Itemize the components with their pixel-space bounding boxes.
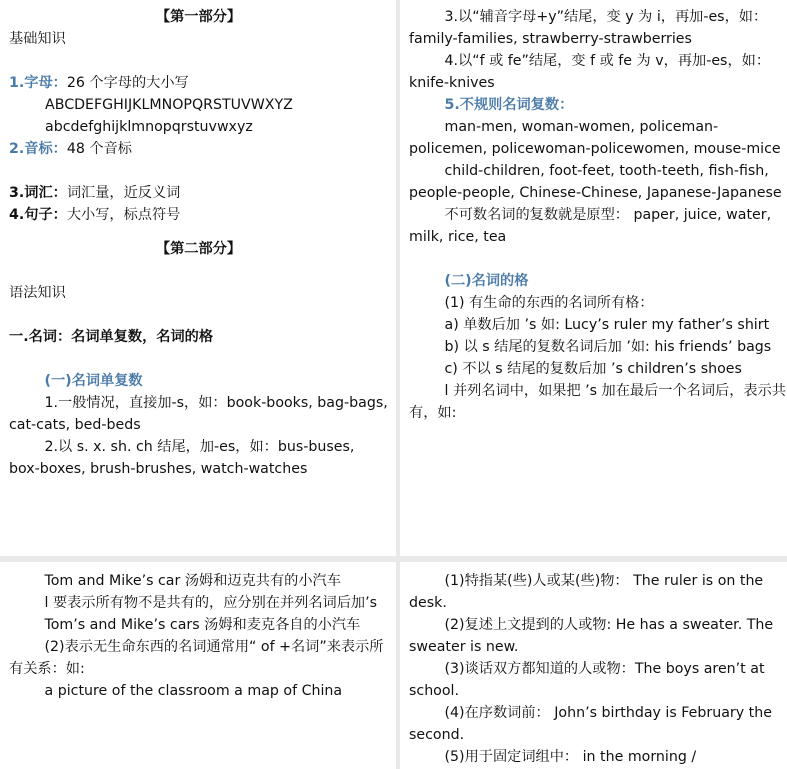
possessive-rule-1: (1) 有生命的东西的名词所有格： <box>444 295 654 311</box>
grammar-knowledge: 语法知识 <box>9 285 66 301</box>
phonetic-label: 2.音标： <box>9 141 67 157</box>
article-use-2: (2)复述上文提到的人或物: He has a sweater. The sweater is new. <box>409 617 774 655</box>
alphabet-label: 1.字母： <box>9 75 67 91</box>
article-use-1: (1)特指某(些)人或某(些)物： The ruler is on the desk. <box>409 573 764 611</box>
alphabet-text: 26 个字母的大小写 <box>66 75 189 91</box>
plural-rule-3: 3.以“辅音字母+y”结尾，变 y 为 i，再加-es，如：family-families, strawberry-strawberries <box>409 9 768 47</box>
plural-subheading: (一)名词单复数 <box>44 373 143 389</box>
inanimate-of-rule: (2)表示无生命东西的名词通常用“ of +名词”来表示所有关系：如: <box>9 639 384 677</box>
article-use-5: (5)用于固定词组中： in the morning / <box>444 749 697 765</box>
vocab-label: 3.词汇： <box>9 185 67 201</box>
vocab-line <box>9 182 388 204</box>
page-top-right <box>400 0 787 556</box>
uppercase-letters: ABCDEFGHIJKLMNOPQRSTUVWXYZ <box>45 97 293 113</box>
sentence-label: 4.句子： <box>9 207 67 223</box>
possessive-rule-c: c) 不以 s 结尾的复数后加 ’s children’s shoes <box>444 361 742 377</box>
plural-rule-1: 1.一般情况，直接加-s，如：book-books, bag-bags, cat-cats, bed-beds <box>9 395 388 433</box>
uncountable-note: 不可数名词的复数就是原型： paper, juice, water, milk, rice, tea <box>409 207 772 245</box>
possessive-rule-joint: l 并列名词中，如果把 ’s 加在最后一个名词后，表示共有，如: <box>409 383 786 421</box>
irregular-list-1: man-men, woman-women, policeman-policemen, policewoman-policewomen, mouse-mice <box>409 119 781 157</box>
vocab-text: 词汇量，近反义词 <box>66 185 181 201</box>
page-bottom-left <box>0 562 396 769</box>
lowercase-letters: abcdefghijklmnopqrstuvwxyz <box>45 119 253 135</box>
possessive-rule-a: a) 单数后加 ’s 如: Lucy’s ruler my father’s shirt <box>444 317 770 333</box>
irregular-subheading: 5.不规则名词复数： <box>444 97 574 113</box>
irregular-list-2: child-children, foot-feet, tooth-teeth, fish-fish, people-people, Chinese-Chinese, Japanese-Japanese <box>409 163 782 201</box>
possessive-rule-b: b) 以 s 结尾的复数名词后加 ’如: his friends’ bags <box>444 339 772 355</box>
sentence-line <box>9 204 388 226</box>
plural-rule-4: 4.以“f 或 fe”结尾，变 f 或 fe 为 v，再加-es，如：knife-knives <box>409 53 771 91</box>
possessive-subheading: (二)名词的格 <box>444 273 529 289</box>
page-top-left <box>0 0 396 556</box>
basic-knowledge: 基础知识 <box>9 31 66 47</box>
alphabet-line <box>9 72 388 94</box>
page-bottom-right <box>400 562 787 769</box>
noun-heading: 一.名词：名词单复数，名词的格 <box>9 329 214 345</box>
part1-title: 【第一部分】 <box>155 9 242 25</box>
phonetic-line <box>9 138 388 160</box>
article-use-4: (4)在序数词前： John’s birthday is February the second. <box>409 705 772 743</box>
phonetic-text: 48 个音标 <box>66 141 132 157</box>
inanimate-of-example: a picture of the classroom a map of China <box>44 683 343 699</box>
separate-ownership-rule: l 要表示所有物不是共有的，应分别在并列名词后加’s <box>44 595 377 611</box>
example-separate-ownership: Tom’s and Mike’s cars 汤姆和麦克各自的小汽车 <box>44 617 361 633</box>
example-joint-ownership: Tom and Mike’s car 汤姆和迈克共有的小汽车 <box>44 573 341 589</box>
article-use-3: (3)谈话双方都知道的人或物：The boys aren’t at school. <box>409 661 765 699</box>
plural-rule-2: 2.以 s. x. sh. ch 结尾，加-es，如：bus-buses, box-boxes, brush-brushes, watch-watches <box>9 439 355 477</box>
part2-title: 【第二部分】 <box>155 241 242 257</box>
sentence-text: 大小写，标点符号 <box>66 207 181 223</box>
